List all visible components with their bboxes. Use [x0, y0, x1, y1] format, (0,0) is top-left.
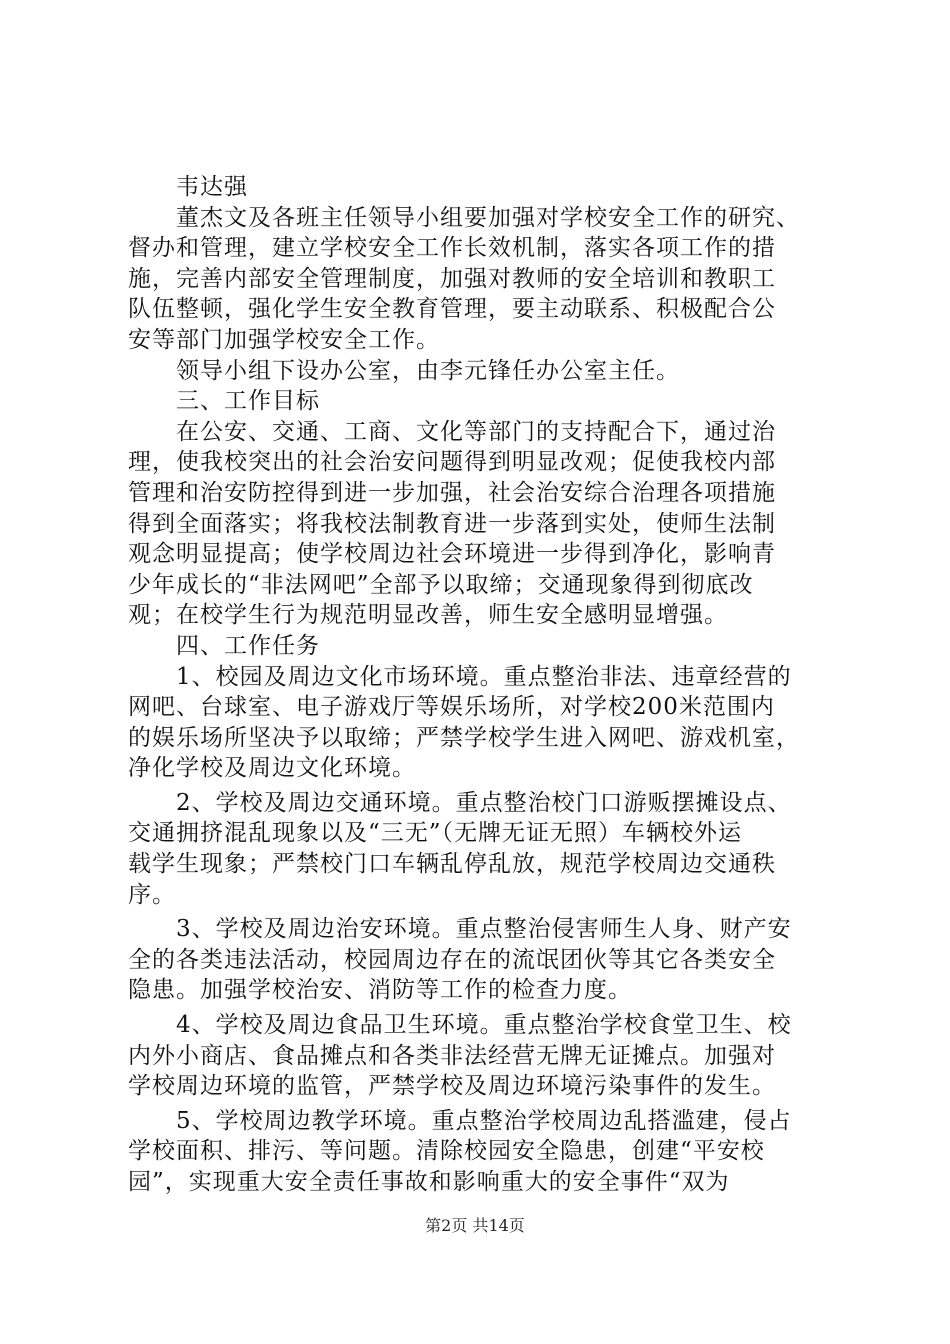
body-line: 领导小组下设办公室，由李元锋任办公室主任。: [128, 357, 680, 384]
page-footer: 第2页 共14页: [425, 1216, 525, 1235]
body-line: 载学生现象；严禁校门口车辆乱停乱放，规范学校周边交通秩: [128, 851, 776, 878]
body-line: 序。: [128, 881, 176, 908]
body-line: 理，使我校突出的社会治安问题得到明显改观；促使我校内部: [128, 449, 776, 476]
body-line: 网吧、台球室、电子游戏厅等娱乐场所，对学校200米范围内: [128, 694, 775, 721]
body-line: 学校面积、排污、等问题。清除校园安全隐患，创建“平安校: [128, 1138, 765, 1165]
body-line: 5、学校周边教学环境。重点整治学校周边乱搭滥建，侵占: [128, 1107, 792, 1134]
body-line: 少年成长的“非法网吧”全部予以取缔；交通现象得到彻底改: [128, 571, 754, 598]
body-line: 净化学校及周边文化环境。: [128, 755, 416, 782]
body-line: 园”，实现重大安全责任事故和影响重大的安全事件“双为: [128, 1169, 730, 1195]
body-line: 管理和治安防控得到进一步加强，社会治安综合治理各项措施: [128, 479, 776, 506]
body-line: 施，完善内部安全管理制度，加强对教师的安全培训和教职工: [128, 265, 776, 292]
body-line: 的娱乐场所坚决予以取缔；严禁学校学生进入网吧、游戏机室，: [128, 724, 800, 751]
body-line: 4、学校及周边食品卫生环境。重点整治学校食堂卫生、校: [128, 1012, 792, 1039]
body-line: 隐患。加强学校治安、消防等工作的检查力度。: [128, 977, 632, 1004]
body-line: 内外小商店、食品摊点和各类非法经营无牌无证摊点。加强对: [128, 1042, 776, 1069]
body-line: 3、学校及周边治安环境。重点整治侵害师生人身、财产安: [128, 916, 792, 943]
body-line: 安等部门加强学校安全工作。: [128, 326, 440, 353]
body-line: 得到全面落实；将我校法制教育进一步落到实处，使师生法制: [128, 510, 776, 537]
body-line: 全的各类违法活动，校园周边存在的流氓团伙等其它各类安全: [128, 946, 776, 973]
body-line: 学校周边环境的监管，严禁学校及周边环境污染事件的发生。: [128, 1073, 776, 1100]
section-heading: 三、工作目标: [128, 388, 320, 415]
body-line: 1、校园及周边文化市场环境。重点整治非法、违章经营的: [128, 663, 792, 690]
body-line: 在公安、交通、工商、文化等部门的支持配合下，通过治: [128, 418, 776, 445]
body-line: 2、学校及周边交通环境。重点整治校门口游贩摆摊设点、: [128, 789, 792, 816]
body-line: 交通拥挤混乱现象以及“三无”（无牌无证无照）车辆校外运: [128, 820, 743, 847]
body-line: 观；在校学生行为规范明显改善，师生安全感明显增强。: [128, 602, 728, 629]
body-line: 督办和管理，建立学校安全工作长效机制，落实各项工作的措: [128, 235, 776, 262]
body-line: 队伍整顿，强化学生安全教育管理，要主动联系、积极配合公: [128, 296, 776, 323]
body-line: 韦达强: [128, 174, 248, 200]
body-line: 董杰文及各班主任领导小组要加强对学校安全工作的研究、: [128, 204, 800, 231]
body-line: 观念明显提高；使学校周边社会环境进一步得到净化，影响青: [128, 541, 776, 568]
section-heading: 四、工作任务: [128, 632, 320, 659]
document-body: [128, 172, 832, 1198]
